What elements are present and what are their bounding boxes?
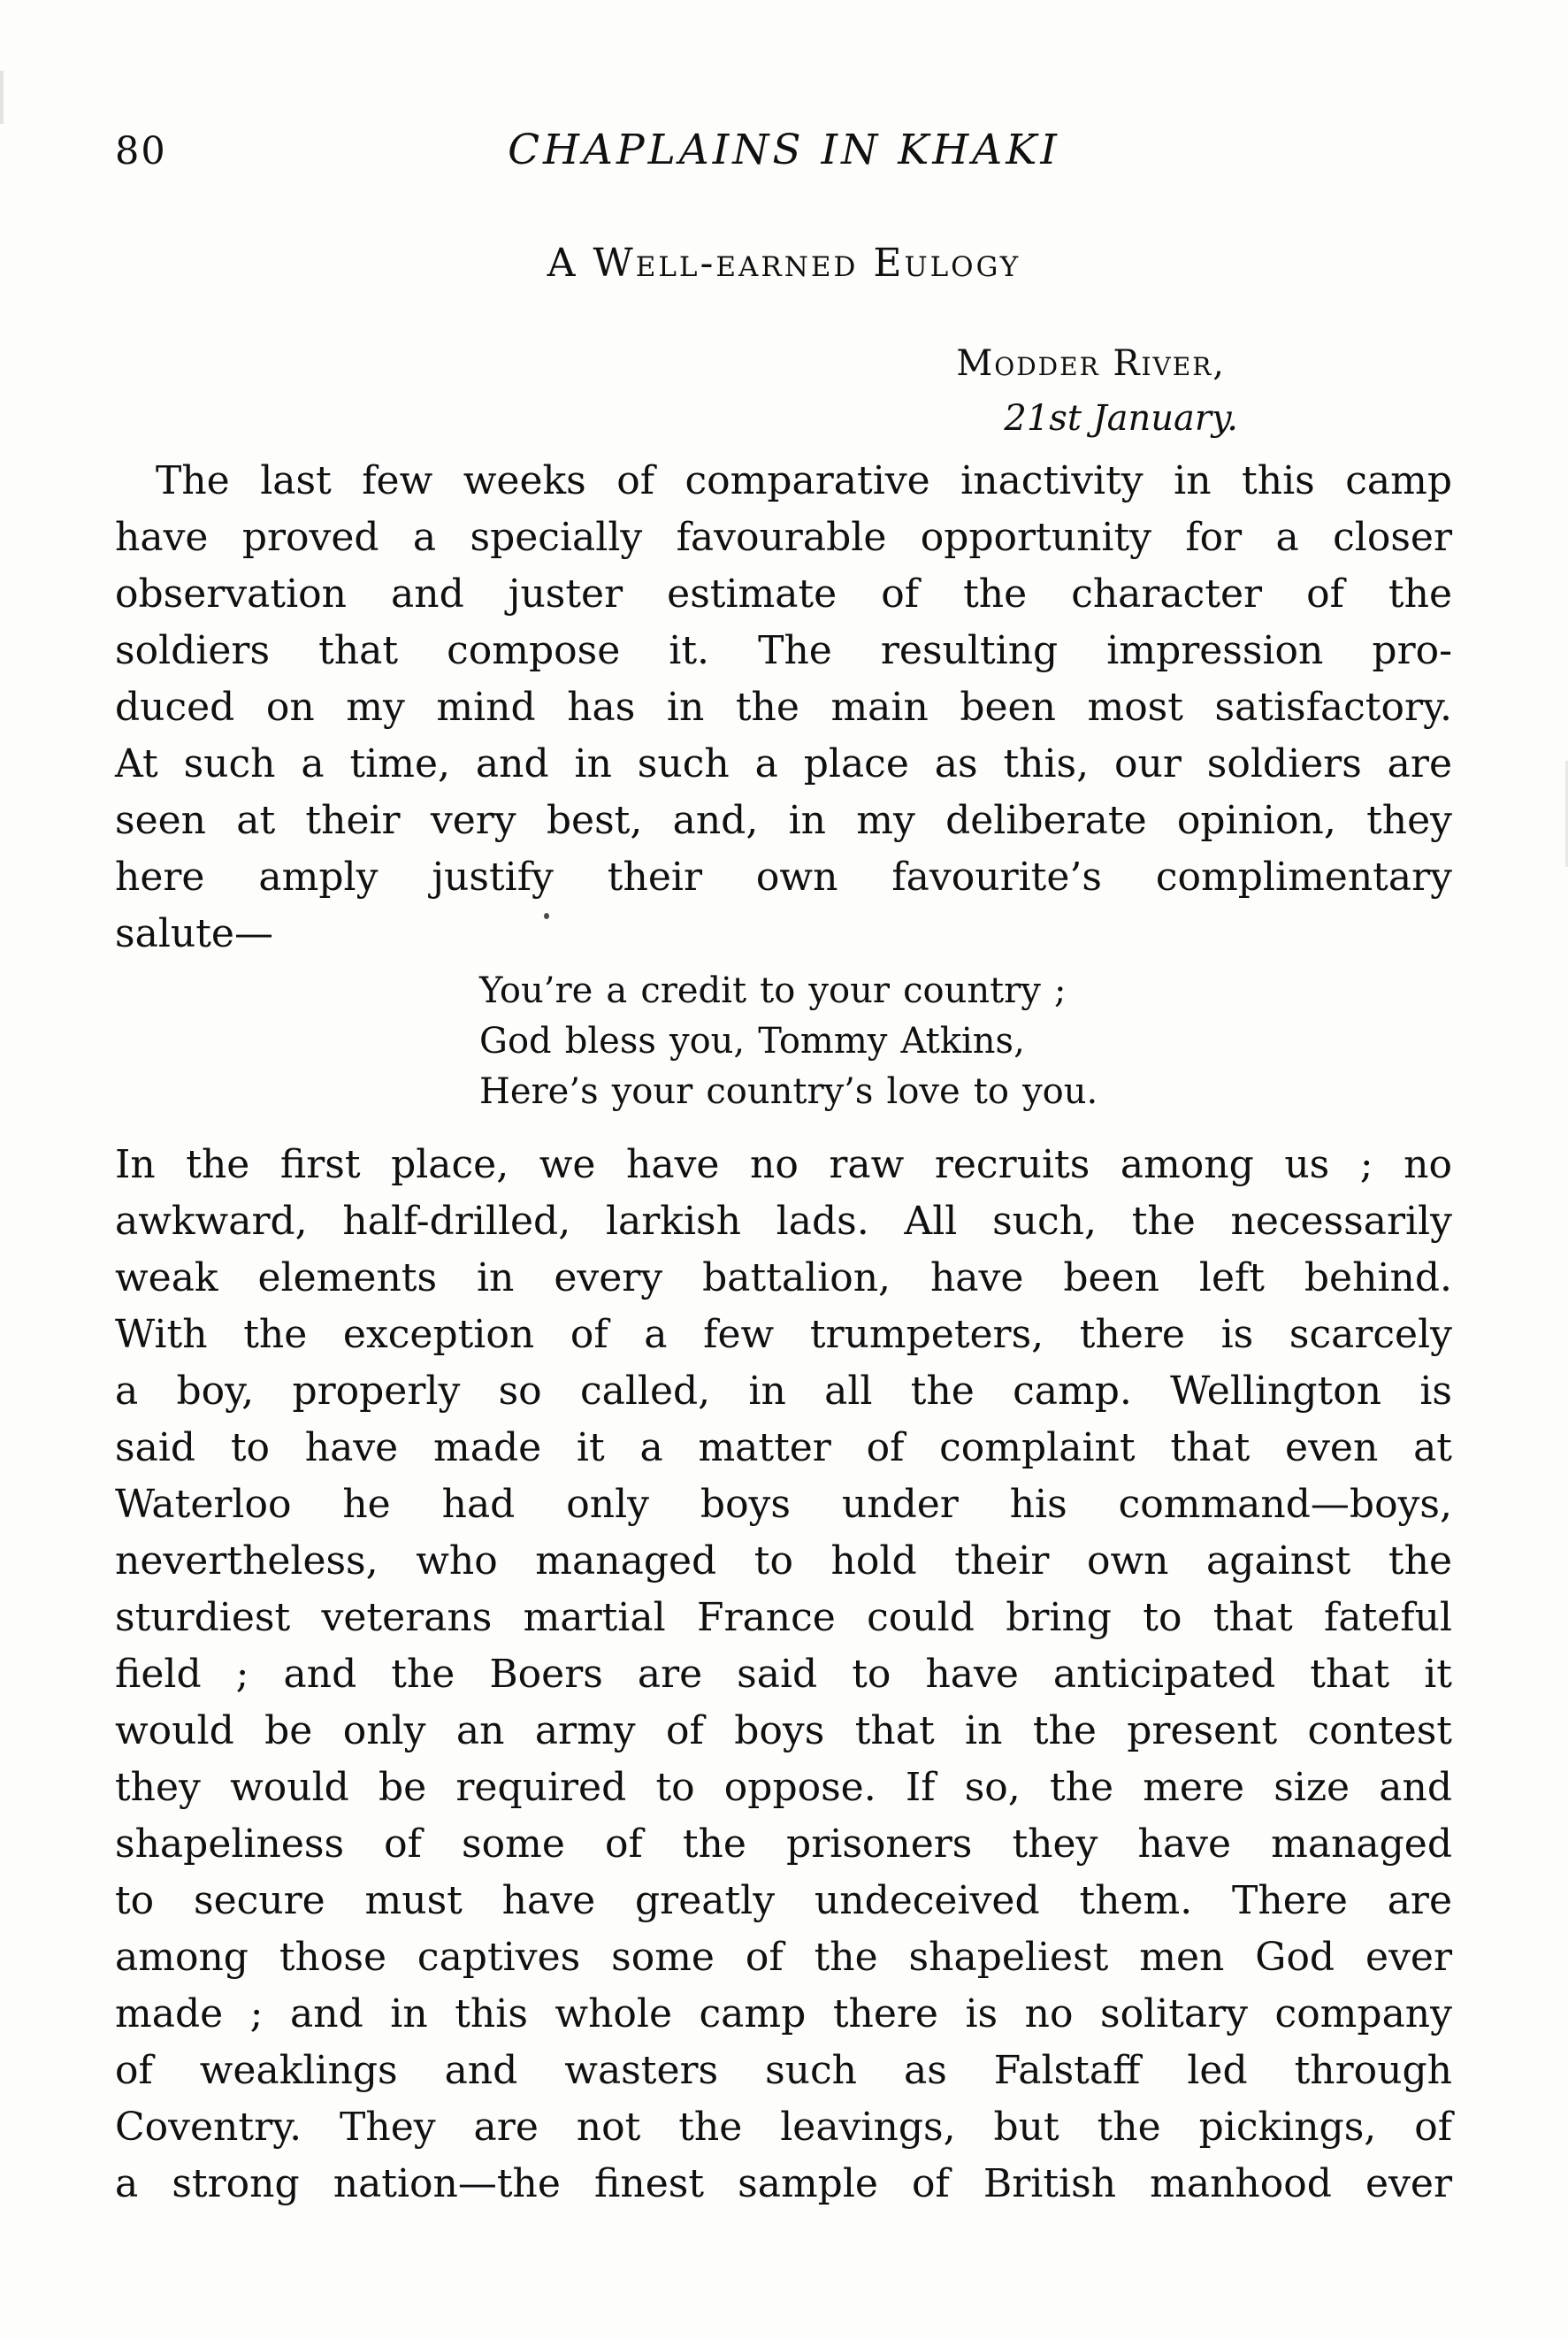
- page-number: 80: [115, 129, 167, 173]
- text-line: would be only an army of boys that in the present contest: [115, 1708, 1452, 1753]
- text-line: to secure must have greatly undeceived them. There are: [115, 1878, 1452, 1923]
- text-line: said to have made it a matter of complaint that even at: [115, 1425, 1452, 1470]
- letter-body: [115, 453, 1452, 2212]
- text-line: here amply justify their own favourite’s complimentary: [115, 855, 1452, 900]
- text-line: At such a time, and in such a place as this, our soldiers are: [115, 741, 1452, 786]
- text-line: a strong nation—the finest sample of British manhood ever: [115, 2161, 1452, 2206]
- text-line: Waterloo he had only boys under his command—boys,: [115, 1482, 1452, 1527]
- running-header: CHAPLAINS IN KHAKI: [508, 126, 1060, 174]
- text-line: made ; and in this whole camp there is no solitary company: [115, 1991, 1452, 2036]
- section-heading: A Well-earned Eulogy: [547, 241, 1021, 286]
- quoted-verse: [479, 966, 1452, 1117]
- text-line: field ; and the Boers are said to have anticipated that it: [115, 1652, 1452, 1697]
- text-line: Here’s your country’s love to you.: [479, 1071, 1098, 1112]
- text-line: awkward, half-drilled, larkish lads. All such, the necessarily: [115, 1199, 1452, 1244]
- dateline-place: Modder River,: [956, 343, 1226, 384]
- letter-paragraph-1: [115, 453, 1452, 962]
- text-line: among those captives some of the shapeliest men God ever: [115, 1935, 1452, 1980]
- text-line: soldiers that compose it. The resulting impression pro-: [115, 628, 1452, 673]
- text-line: have proved a specially favourable opportunity for a closer: [115, 515, 1452, 560]
- text-line: You’re a credit to your country ;: [479, 970, 1067, 1011]
- text-line: shapeliness of some of the prisoners they have managed: [115, 1821, 1452, 1867]
- scan-ink-dot-artifact: [544, 913, 549, 919]
- text-line: sturdiest veterans martial France could bring to that fateful: [115, 1595, 1452, 1640]
- text-line: salute—: [115, 911, 273, 956]
- text-line: seen at their very best, and, in my deliberate opinion, they: [115, 798, 1452, 843]
- letter-paragraph-2: [115, 1137, 1452, 2212]
- text-line: a boy, properly so called, in all the camp. Wellington is: [115, 1369, 1452, 1414]
- text-line: duced on my mind has in the main been most satisfactory.: [115, 685, 1452, 730]
- text-line: With the exception of a few trumpeters, there is scarcely: [115, 1312, 1452, 1357]
- text-line: observation and juster estimate of the character of the: [115, 571, 1452, 617]
- scan-edge-artifact-left: [0, 71, 4, 124]
- text-line: The last few weeks of comparative inactivity in this camp: [156, 458, 1452, 503]
- dateline-date: 21st January.: [1004, 398, 1238, 439]
- text-line: Coventry. They are not the leavings, but the pickings, of: [115, 2105, 1452, 2150]
- text-line: of weaklings and wasters such as Falstaff led through: [115, 2048, 1452, 2093]
- text-line: God bless you, Tommy Atkins,: [479, 1021, 1025, 1062]
- text-line: In the first place, we have no raw recruits among us ; no: [115, 1142, 1452, 1187]
- text-line: they would be required to oppose. If so, the mere size and: [115, 1765, 1452, 1810]
- text-line: nevertheless, who managed to hold their own against the: [115, 1538, 1452, 1584]
- text-line: weak elements in every battalion, have been left behind.: [115, 1255, 1452, 1300]
- dateline: [956, 336, 1238, 446]
